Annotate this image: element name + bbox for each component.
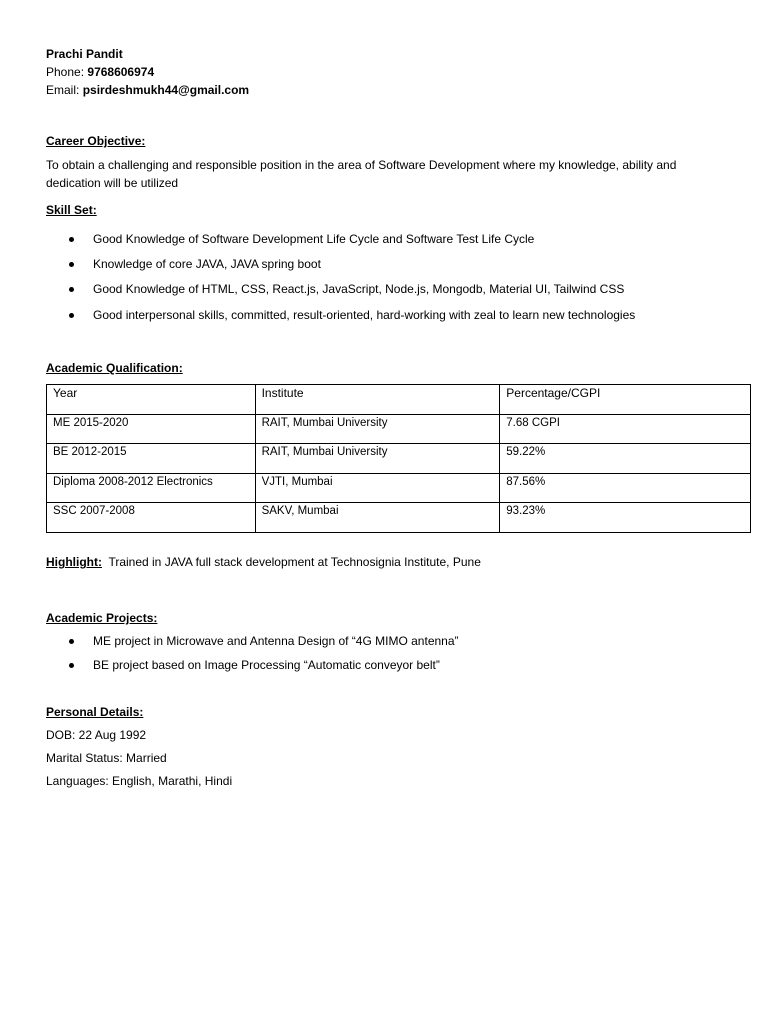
career-objective-line-2: dedication will be utilized (46, 176, 179, 190)
bullet-icon (69, 237, 74, 242)
highlight-text: Trained in JAVA full stack development at Technosignia Institute, Pune (108, 555, 481, 569)
personal-details-heading: Personal Details: (46, 705, 144, 719)
candidate-name: Prachi Pandit (46, 47, 123, 61)
column-header-year: Year (47, 385, 256, 415)
phone-label: Phone: (46, 65, 85, 79)
table-cell: ME 2015-2020 (47, 414, 256, 444)
dob-line: DOB: 22 Aug 1992 (46, 728, 147, 742)
academic-qualification-heading: Academic Qualification: (46, 361, 183, 375)
table-cell: BE 2012-2015 (47, 444, 256, 474)
skill-text: Good interpersonal skills, committed, result-oriented, hard-working with zeal to learn new technologies (93, 308, 636, 322)
table-row (47, 414, 751, 444)
bullet-icon (69, 287, 74, 292)
table-cell: 93.23% (500, 503, 751, 533)
skill-text: Good Knowledge of Software Development Life Cycle and Software Test Life Cycle (93, 232, 535, 246)
table-cell: 59.22% (500, 444, 751, 474)
languages-line: Languages: English, Marathi, Hindi (46, 774, 233, 788)
table-cell: RAIT, Mumbai University (255, 444, 500, 474)
column-header-percentage: Percentage/CGPI (500, 385, 751, 415)
table-row (47, 444, 751, 474)
academic-projects-heading: Academic Projects: (46, 611, 158, 625)
bullet-icon (69, 663, 74, 668)
bullet-icon (69, 639, 74, 644)
career-objective-line-1: To obtain a challenging and responsible position in the area of Software Development where my knowledge, ability and (46, 158, 677, 172)
table-cell: SAKV, Mumbai (255, 503, 500, 533)
column-header-institute: Institute (255, 385, 500, 415)
table-cell: VJTI, Mumbai (255, 473, 500, 503)
bullet-icon (69, 313, 74, 318)
project-text: ME project in Microwave and Antenna Design of “4G MIMO antenna” (93, 634, 459, 648)
skill-text: Knowledge of core JAVA, JAVA spring boot (93, 257, 321, 271)
table-cell: RAIT, Mumbai University (255, 414, 500, 444)
bullet-icon (69, 262, 74, 267)
skill-text: Good Knowledge of HTML, CSS, React.js, JavaScript, Node.js, Mongodb, Material UI, Tailwind CSS (93, 282, 625, 296)
table-cell: 87.56% (500, 473, 751, 503)
table-header-row (47, 385, 751, 415)
table-cell: Diploma 2008-2012 Electronics (47, 473, 256, 503)
email-value: psirdeshmukh44@gmail.com (82, 83, 250, 97)
marital-status-line: Marital Status: Married (46, 751, 167, 765)
academic-qualification-table (46, 384, 751, 533)
phone-line (46, 65, 154, 80)
skill-set-heading: Skill Set: (46, 203, 97, 217)
highlight-line (46, 555, 481, 570)
table-row (47, 503, 751, 533)
email-label: Email: (46, 83, 80, 97)
table-cell: 7.68 CGPI (500, 414, 751, 444)
phone-value: 9768606974 (87, 65, 155, 79)
highlight-label: Highlight: (46, 555, 102, 569)
project-text: BE project based on Image Processing “Automatic conveyor belt” (93, 658, 440, 672)
email-line (46, 83, 249, 98)
career-objective-heading: Career Objective: (46, 134, 146, 148)
table-row (47, 473, 751, 503)
table-cell: SSC 2007-2008 (47, 503, 256, 533)
